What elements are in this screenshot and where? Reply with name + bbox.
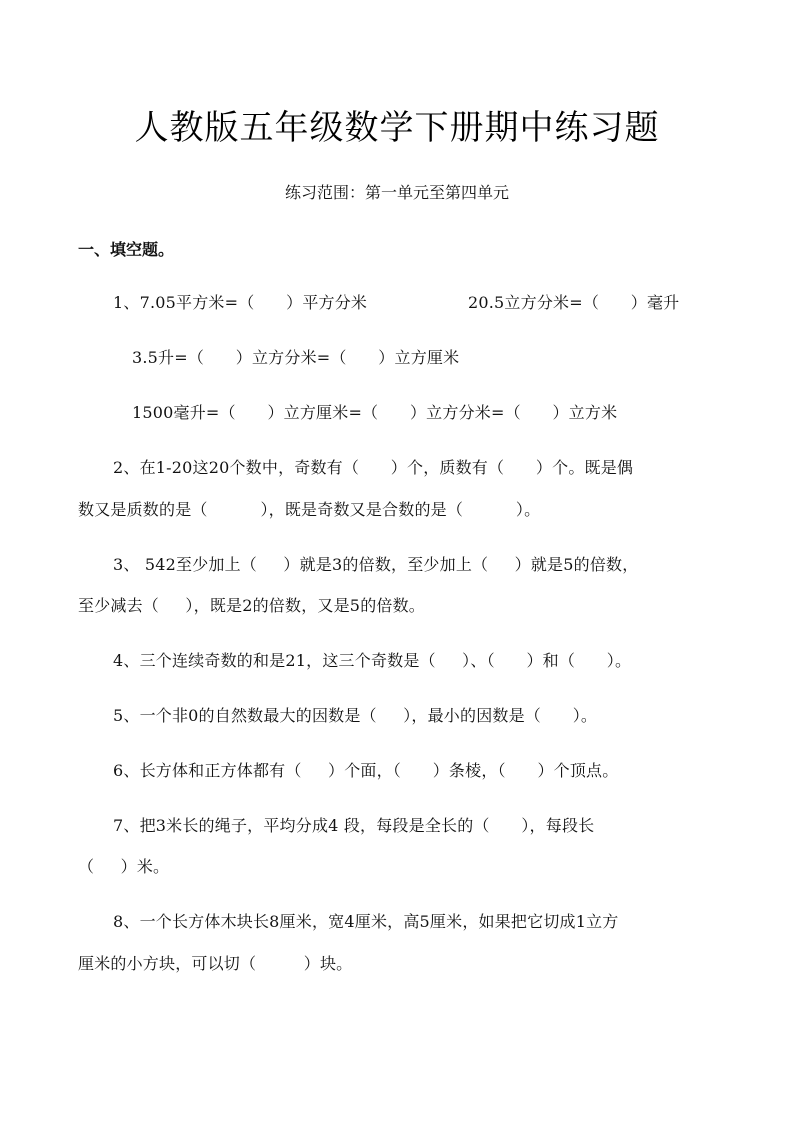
question-3-line-2: 至少减去（ ），既是2的倍数，又是5的倍数。 [78, 596, 425, 615]
question-1-line-3: 1500毫升=（ ）立方厘米=（ ）立方分米=（ ）立方米 [132, 403, 618, 422]
question-1-line-2: 3.5升=（ ）立方分米=（ ）立方厘米 [132, 348, 460, 367]
question-1-line-1b: 20.5立方分米=（ ）毫升 [468, 293, 680, 312]
question-2-line-2: 数又是质数的是（ ），既是奇数又是合数的是（ ）。 [78, 500, 541, 519]
question-5: 5、一个非0的自然数最大的因数是（ ），最小的因数是（ ）。 [113, 706, 598, 725]
question-6: 6、长方体和正方体都有（ ）个面，（ ）条棱，（ ）个顶点。 [113, 761, 619, 780]
question-8-line-2: 厘米的小方块，可以切（ ）块。 [78, 954, 353, 973]
page-title: 人教版五年级数学下册期中练习题 [134, 108, 660, 148]
question-2-line-1: 2、在1-20这20个数中，奇数有（ ）个，质数有（ ）个。既是偶 [113, 458, 634, 477]
question-3-line-1: 3、 542至少加上（ ）就是3的倍数，至少加上（ ）就是5的倍数， [113, 555, 639, 574]
question-7-line-2: （ ）米。 [78, 857, 170, 876]
question-4: 4、三个连续奇数的和是21，这三个奇数是（ ）、（ ）和（ ）。 [113, 651, 632, 670]
question-1-line-1a: 1、7.05平方米=（ ）平方分米 [113, 293, 368, 312]
section-heading-fill-in-blanks: 一、填空题。 [78, 240, 175, 259]
question-8-line-1: 8、一个长方体木块长8厘米，宽4厘米，高5厘米，如果把它切成1立方 [113, 912, 619, 931]
question-7-line-1: 7、把3米长的绳子，平均分成4 段，每段是全长的（ ），每段长 [113, 816, 595, 835]
page-subtitle: 练习范围：第一单元至第四单元 [284, 183, 509, 202]
